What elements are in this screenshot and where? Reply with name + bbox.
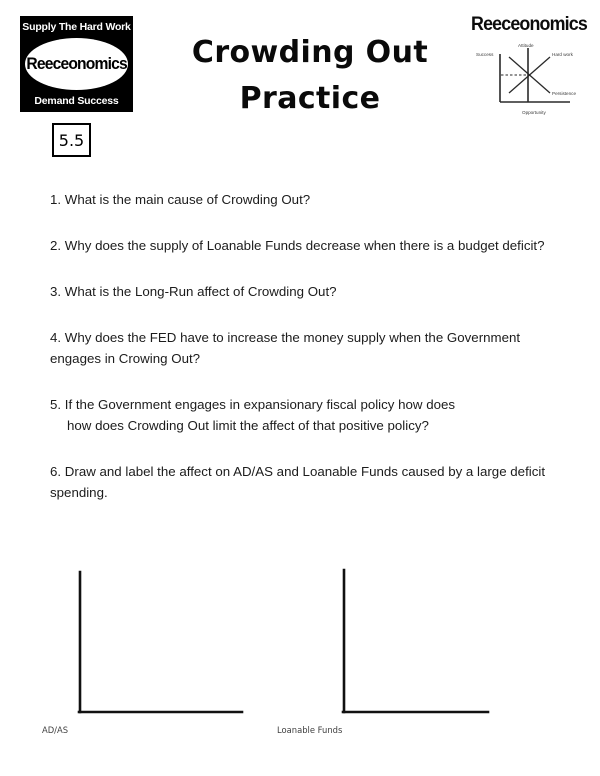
page-title (160, 30, 460, 122)
answer-graph-adas[interactable] (76, 568, 246, 716)
question-1-text: 1. What is the main cause of Crowding Out? (50, 192, 311, 207)
question-item-3 (50, 281, 555, 302)
question-item-6 (50, 461, 555, 503)
mini-chart-label-persistence: Persistence (552, 91, 577, 96)
lesson-number-label: 5.5 (58, 130, 85, 150)
answer-graph-loanable-funds-caption: Loanable Funds (277, 725, 343, 735)
brand-stamp-name: Reeceonomics (26, 54, 127, 73)
page-title-line-2: Practice (239, 81, 381, 116)
brand-stamp-ellipse (25, 38, 128, 90)
question-6-text: 6. Draw and label the affect on AD/AS and Loanable Funds caused by a large deficit spending. (50, 464, 546, 500)
question-3-text: 3. What is the Long-Run affect of Crowding Out? (50, 284, 337, 299)
question-5-text-line-1: 5. If the Government engages in expansionary fiscal policy how does (50, 397, 456, 412)
brand-mini-chart (466, 40, 592, 118)
brand-stamp-top-slogan: Supply The Hard Work (22, 21, 131, 33)
answer-graph-loanable-funds[interactable] (340, 566, 492, 716)
answer-graph-adas-caption: AD/AS (42, 725, 69, 735)
question-4-text: 4. Why does the FED have to increase the money supply when the Government engages in Crowing Out? (50, 330, 521, 366)
mini-chart-label-hard-work: Hard work (552, 52, 573, 57)
lesson-number-box (52, 123, 91, 157)
brand-wordmark-name: Reeceonomics (471, 14, 587, 35)
question-item-2 (50, 235, 555, 256)
answer-graph-adas-axes (76, 568, 246, 716)
brand-wordmark-logo (466, 14, 592, 123)
brand-stamp-logo (20, 16, 133, 112)
question-item-4 (50, 327, 555, 369)
question-item-5 (50, 394, 555, 436)
mini-chart-label-success: Success (476, 52, 494, 57)
question-list (50, 189, 555, 503)
page-title-line-1: Crowding Out (191, 35, 429, 70)
brand-stamp-bottom-slogan: Demand Success (34, 95, 119, 107)
question-2-text: 2. Why does the supply of Loanable Funds decrease when there is a budget deficit? (50, 238, 545, 253)
question-5-text-line-2: how does Crowding Out limit the affect of that positive policy? (67, 418, 429, 433)
answer-graph-loanable-funds-axes (340, 566, 492, 716)
mini-chart-label-opportunity: Opportunity (522, 110, 546, 115)
question-item-1 (50, 189, 555, 210)
mini-chart-label-attitude: Attitude (518, 43, 534, 48)
